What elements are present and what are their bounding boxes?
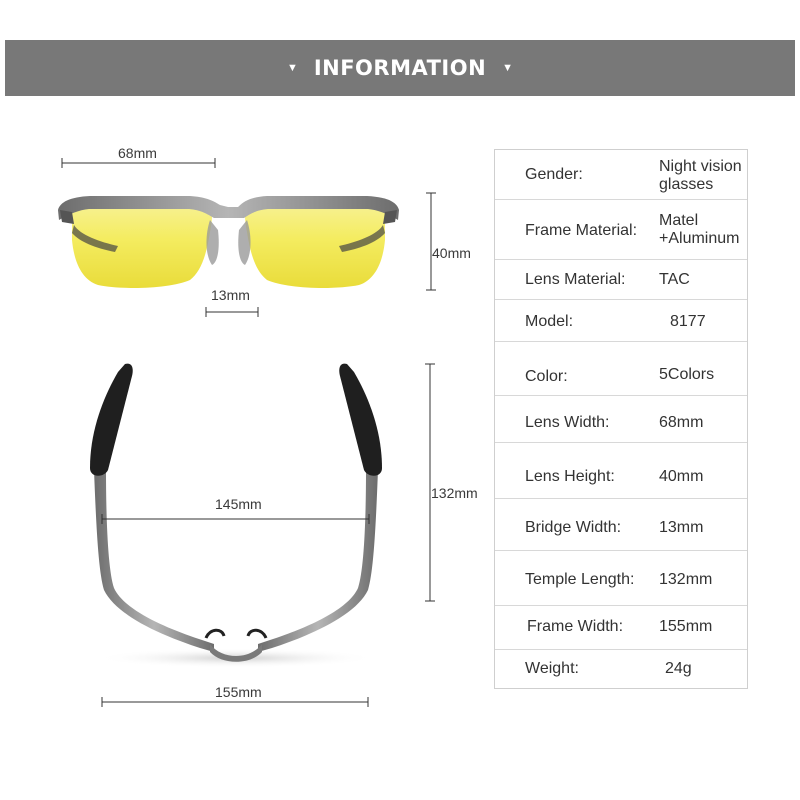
left-temple-tip — [90, 364, 133, 476]
spec-value: TAC — [659, 271, 690, 288]
nose-pad-right — [238, 220, 250, 265]
spec-value: 5Colors — [659, 366, 715, 383]
spec-value: Night vision glasses — [659, 158, 742, 193]
spec-value: 40mm — [659, 468, 704, 485]
triangle-down-icon: ▼ — [502, 62, 514, 74]
spec-row-frame-width — [495, 606, 747, 650]
spec-label: Bridge Width: — [525, 519, 622, 536]
spec-table — [494, 149, 748, 689]
bridge-width-label: 13mm — [211, 287, 250, 303]
spec-row-model — [495, 300, 747, 342]
spec-label: Lens Material: — [525, 271, 626, 288]
spec-value: 24g — [665, 660, 692, 677]
right-temple-tip — [339, 364, 382, 476]
spec-label: Color: — [525, 368, 568, 385]
spec-row-gender — [495, 150, 747, 200]
spec-row-lens-material — [495, 260, 747, 300]
spec-label: Frame Material: — [525, 222, 638, 239]
spec-value: 132mm — [659, 571, 713, 588]
spec-row-frame-material — [495, 200, 747, 260]
spec-label: Lens Width: — [525, 414, 610, 431]
nose-pad-left — [206, 220, 218, 265]
spec-row-bridge-width — [495, 499, 747, 551]
spec-row-temple-length — [495, 551, 747, 606]
top-view-glasses — [90, 364, 382, 668]
spec-value: Matel +Aluminum — [659, 212, 740, 247]
spec-value: 13mm — [659, 519, 704, 536]
spec-label: Model: — [525, 313, 574, 330]
spec-row-weight — [495, 650, 747, 690]
frame-width-label: 155mm — [215, 684, 262, 700]
lens-width-label: 68mm — [118, 145, 157, 161]
triangle-down-icon: ▼ — [286, 62, 298, 74]
spec-row-lens-width — [495, 396, 747, 443]
right-temple — [258, 470, 378, 652]
lens-height-label: 40mm — [432, 245, 471, 261]
spec-label: Lens Height: — [525, 468, 615, 485]
spec-row-color — [495, 342, 747, 396]
front-view-glasses — [58, 196, 399, 288]
spec-value: 68mm — [659, 414, 704, 431]
spec-value: 155mm — [659, 618, 713, 635]
spec-value: 8177 — [670, 313, 706, 330]
temple-length-label: 132mm — [431, 485, 478, 501]
spec-label: Gender: — [525, 166, 583, 183]
spec-row-lens-height — [495, 443, 747, 499]
left-temple — [94, 470, 214, 652]
inner-width-label: 145mm — [215, 496, 262, 512]
banner-title: INFORMATION — [313, 56, 487, 80]
spec-label: Frame Width: — [527, 618, 624, 635]
spec-label: Weight: — [525, 660, 579, 677]
spec-label: Temple Length: — [525, 571, 635, 588]
